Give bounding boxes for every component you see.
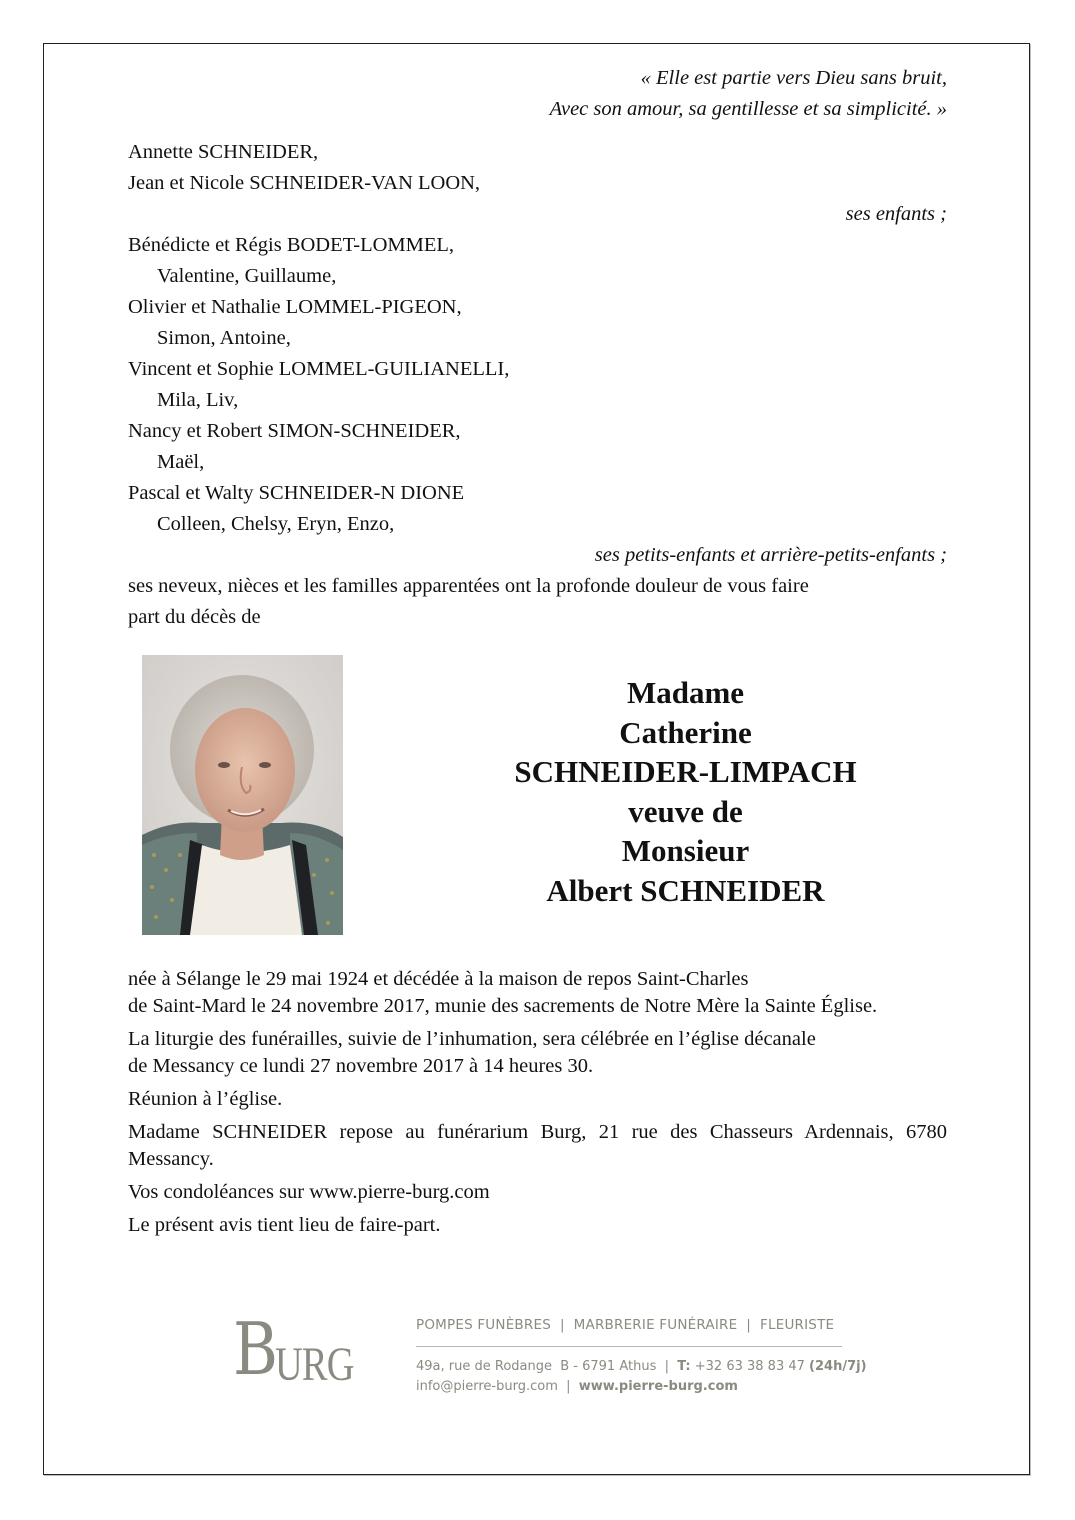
deceased-photo [142,655,343,935]
children-list [128,137,947,230]
logo-initial: B [233,1307,278,1391]
contact-info [416,1357,867,1397]
deceased-name-block [438,673,933,910]
child-entry: Jean et Nicole SCHNEIDER-VAN LOON, [128,172,481,194]
epigraph-line: « Elle est partie vers Dieu sans bruit, [640,67,947,89]
condolences-note: Vos condoléances sur www.pierre-burg.com [128,1181,490,1203]
family-parents: Pascal et Walty SCHNEIDER-N DIONE [128,482,465,504]
spouse-name: Albert SCHNEIDER [546,872,825,908]
children-label: ses enfants ; [845,203,947,225]
family-children: Valentine, Guillaume, [157,265,337,287]
family-children: Colleen, Chelsy, Eryn, Enzo, [157,513,395,535]
announcement-line: part du décès de [128,606,261,628]
family-parents: Vincent et Sophie LOMMEL-GUILIANELLI, [128,358,510,380]
widow-of-label: veuve de [628,793,743,829]
grandchildren-label: ses petits-enfants et arrière-petits-enfants ; [594,544,947,566]
email-link[interactable]: info@pierre-burg.com | [416,1379,579,1394]
deceased-title: Madame [626,675,745,710]
deceased-surname: SCHNEIDER-LIMPACH [514,754,857,789]
epigraph-line: Avec son amour, sa gentillesse et sa simplicité. » [549,98,947,120]
spouse-title: Monsieur [621,833,750,868]
epigraph-quote [128,63,947,125]
phone-label: T: [677,1359,691,1374]
notice-note: Le présent avis tient lieu de faire-part. [128,1214,441,1236]
phone-number[interactable]: +32 63 38 83 47 [690,1359,810,1374]
website-link[interactable]: www.pierre-burg.com [578,1379,738,1394]
child-entry: Annette SCHNEIDER, [128,141,319,163]
burg-logo [233,1307,378,1392]
announcement [128,571,947,633]
birth-death-line: de Saint-Mard le 24 novembre 2017, munie des sacrements de Notre Mère la Sainte Église. [128,995,878,1017]
birth-death-line: née à Sélange le 29 mai 1924 et décédée à la maison de repos Saint-Charles [128,968,749,990]
funeral-home-footer [233,1307,867,1397]
announcement-line: ses neveux, nièces et les familles apparentées ont la profonde douleur de vous faire [128,575,809,597]
family-parents: Bénédicte et Régis BODET-LOMMEL, [128,234,455,256]
address: 49a, rue de Rodange B - 6791 Athus | [416,1359,678,1374]
grandchildren-list [128,230,947,571]
footer-divider [416,1346,842,1347]
funeral-line: de Messancy ce lundi 27 novembre 2017 à 14 heures 30. [128,1055,594,1077]
services-list: POMPES FUNÈBRES | MARBRERIE FUNÉRAIRE | FLEURISTE [416,1317,835,1333]
family-parents: Olivier et Nathalie LOMMEL-PIGEON, [128,296,462,318]
deceased-first-name: Catherine [619,714,752,750]
phone-hours: (24h/7j) [809,1359,867,1374]
deceased-section [128,653,947,935]
family-children: Maël, [157,451,205,473]
address-line [416,1357,867,1377]
repose-note: Madame SCHNEIDER repose au funérarium Burg, 21 rue des Chasseurs Ardennais, 6780 Messancy. [128,1121,947,1170]
logo-text: URG [275,1338,354,1391]
funeral-details [128,966,947,1245]
email-web-line [416,1377,867,1397]
funeral-paragraph [128,1026,947,1080]
obituary-content [128,63,947,1236]
birth-death-paragraph [128,966,947,1020]
funeral-line: La liturgie des funérailles, suivie de l’inhumation, sera célébrée en l’église décanale [128,1028,816,1050]
family-children: Simon, Antoine, [157,327,291,349]
family-children: Mila, Liv, [157,389,239,411]
meeting-note: Réunion à l’église. [128,1088,283,1110]
family-parents: Nancy et Robert SIMON-SCHNEIDER, [128,420,461,442]
